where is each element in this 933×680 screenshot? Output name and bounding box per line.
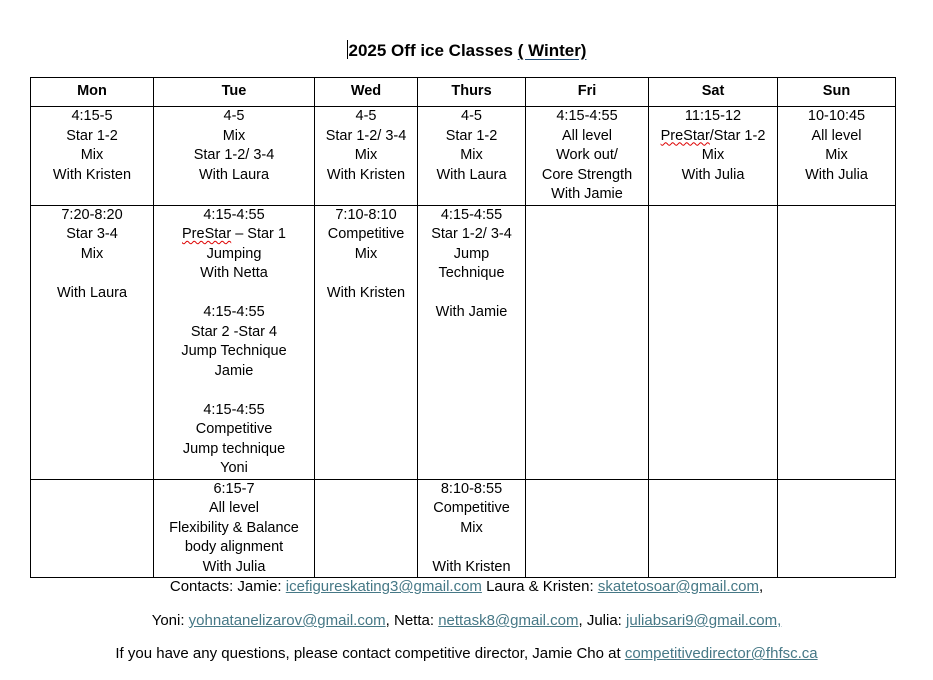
class-info-line: Star 2 -Star 4: [190, 323, 278, 340]
cell-sun-row-2: [778, 205, 896, 479]
day-header-wed: Wed: [315, 78, 418, 107]
class-info-line: 7:20-8:20: [61, 206, 123, 223]
text-cursor: [347, 40, 348, 59]
class-info-line: All level: [562, 127, 612, 144]
schedule-row-1: [31, 107, 896, 206]
schedule-table: [30, 77, 896, 578]
class-info-line: Mix: [701, 147, 725, 163]
class-info-line: Star 1-2/ 3-4: [193, 147, 275, 163]
class-info-line: With Kristen: [52, 166, 132, 183]
class-info-line: With Netta: [200, 265, 268, 281]
title-season-text: ( Winter): [517, 41, 587, 60]
class-info-line: 4-5: [223, 108, 245, 124]
schedule-row-2: [31, 205, 896, 479]
spellcheck-word: PreStar: [660, 127, 710, 144]
class-info-line: Jump technique: [182, 440, 286, 457]
day-header-tue: Tue: [154, 78, 315, 107]
cell-sat-row-2: [649, 205, 778, 479]
yoni-email-link[interactable]: yohnatanelizarov@gmail.com: [188, 612, 386, 629]
cell-wed-row-3: [315, 479, 418, 578]
class-info-line: With Laura: [56, 284, 128, 301]
class-info-line: 4:15-4:55: [440, 206, 503, 223]
contacts-line-1: [0, 577, 933, 597]
class-info-line: PreStar/Star 1-2: [660, 127, 766, 144]
class-info-line: Mix: [354, 245, 378, 262]
class-info-line: With Julia: [202, 558, 266, 575]
class-info-line: Mix: [825, 147, 848, 163]
class-info-line: All level: [209, 500, 259, 516]
class-info-line: 4:15-4:55: [203, 206, 265, 223]
cell-tue-row-2: [154, 205, 315, 479]
class-info-line: 4-5: [355, 108, 377, 124]
line1-comma: ,: [758, 578, 764, 595]
class-info-line: With Jamie: [435, 304, 508, 320]
cell-mon-row-3: [31, 479, 154, 578]
class-info-line: Star 1-2/ 3-4: [431, 226, 512, 242]
class-info-line: Work out/: [556, 147, 618, 163]
class-info-line: With Jamie: [551, 186, 623, 202]
class-info-line: Mix: [80, 147, 104, 163]
class-info-line: Core Strength: [541, 166, 633, 183]
jamie-label: Contacts: Jamie:: [169, 578, 286, 595]
class-info-line: [156, 284, 312, 304]
class-info-line: 11:15-12: [684, 108, 742, 124]
yoni-label: Yoni:: [151, 612, 189, 629]
class-info-line: Yoni: [220, 460, 248, 476]
class-info-line: Star 1-2: [66, 127, 118, 144]
class-info-line: 4:15-5: [71, 108, 113, 124]
cell-mon-row-1: [31, 107, 154, 206]
netta-email-link[interactable]: nettask8@gmail.com: [438, 612, 579, 629]
class-info-line: Flexibility & Balance: [169, 519, 299, 536]
class-info-line: With Julia: [681, 166, 745, 183]
class-info-line: 7:10-8:10: [335, 206, 397, 223]
contacts-line-3: [0, 644, 933, 664]
class-info-line: 4:15-4:55: [203, 304, 265, 320]
class-info-line: With Julia: [805, 166, 868, 183]
title-text: 2025 Off ice Classes: [348, 41, 518, 60]
class-info-line: With Kristen: [432, 558, 511, 575]
cell-wed-row-1: [315, 107, 418, 206]
class-info-line: [33, 264, 151, 284]
cell-mon-row-2: [31, 205, 154, 479]
title-season: [518, 41, 587, 60]
header-row: [31, 78, 896, 107]
class-info-line: Star 1-2/ 3-4: [325, 127, 407, 144]
class-info-line: 8:10-8:55: [440, 480, 503, 497]
class-info-line: Jump: [453, 245, 490, 262]
day-header-fri: Fri: [526, 78, 649, 107]
class-info-line: Mix: [222, 127, 246, 144]
jamie-email-link[interactable]: icefigureskating3@gmail.com: [285, 578, 482, 595]
class-info-line: Competitive: [433, 500, 510, 516]
cell-tue-row-1: [154, 107, 315, 206]
day-header-thurs: Thurs: [418, 78, 526, 107]
day-header-mon: Mon: [31, 78, 154, 107]
julia-label: , Julia:: [578, 612, 627, 629]
cell-sun-row-1: [778, 107, 896, 206]
cell-sat-row-1: [649, 107, 778, 206]
cell-fri-row-1: [526, 107, 649, 206]
julia-email-link[interactable]: juliabsari9@gmail.com,: [626, 612, 782, 629]
cell-tue-row-3: [154, 479, 315, 578]
class-info-line: Star 1-2: [445, 127, 498, 144]
class-info-line: Technique: [438, 265, 505, 281]
contacts-line-2: [0, 611, 933, 631]
class-info-line: Competitive: [195, 421, 273, 437]
class-info-line: Mix: [354, 147, 378, 163]
class-info-line: [156, 381, 312, 401]
class-info-line: With Kristen: [326, 166, 406, 183]
netta-label: , Netta:: [385, 612, 439, 629]
class-info-line: 10-10:45: [807, 108, 866, 124]
class-info-line: All level: [811, 127, 862, 144]
class-info-line: With Laura: [198, 166, 270, 183]
class-info-line: Jumping: [206, 245, 262, 262]
spellcheck-word: PreStar: [182, 226, 232, 242]
class-info-line: Jump Technique: [181, 343, 287, 359]
class-info-line: 4:15-4:55: [203, 401, 265, 418]
document-title: [0, 40, 933, 62]
schedule-row-3: [31, 479, 896, 578]
cell-thurs-row-3: [418, 479, 526, 578]
cell-thurs-row-2: [418, 205, 526, 479]
class-info-line: Star 3-4: [66, 226, 118, 242]
day-header-sun: Sun: [778, 78, 896, 107]
cell-thurs-row-1: [418, 107, 526, 206]
class-info-line: Mix: [460, 147, 483, 163]
class-info-line: With Kristen: [326, 284, 406, 301]
director-email-link[interactable]: competitivedirector@fhfsc.ca: [624, 645, 818, 662]
class-info-line: Mix: [80, 245, 104, 262]
day-header-sat: Sat: [649, 78, 778, 107]
director-note: If you have any questions, please contact competitive director, Jamie Cho at: [115, 645, 625, 662]
class-info-line: body alignment: [184, 539, 284, 555]
cell-fri-row-3: [526, 479, 649, 578]
cell-wed-row-2: [315, 205, 418, 479]
class-info-line: 4:15-4:55: [556, 108, 618, 124]
class-info-line: Jamie: [214, 362, 254, 379]
cell-fri-row-2: [526, 205, 649, 479]
class-info-line: [420, 538, 523, 558]
laura-kristen-label: Laura & Kristen:: [481, 578, 598, 595]
cell-sun-row-3: [778, 479, 896, 578]
class-info-line: Mix: [460, 519, 483, 536]
class-info-line: [420, 284, 523, 304]
class-info-line: With Laura: [436, 166, 507, 183]
class-info-line: PreStar – Star 1: [182, 226, 286, 242]
class-info-line: [317, 264, 415, 284]
class-info-line: Competitive: [327, 226, 405, 242]
cell-sat-row-3: [649, 479, 778, 578]
class-info-line: 6:15-7: [213, 480, 255, 497]
laura-kristen-email-link[interactable]: skatetosoar@gmail.com: [597, 578, 759, 595]
class-info-line: 4-5: [461, 108, 482, 124]
